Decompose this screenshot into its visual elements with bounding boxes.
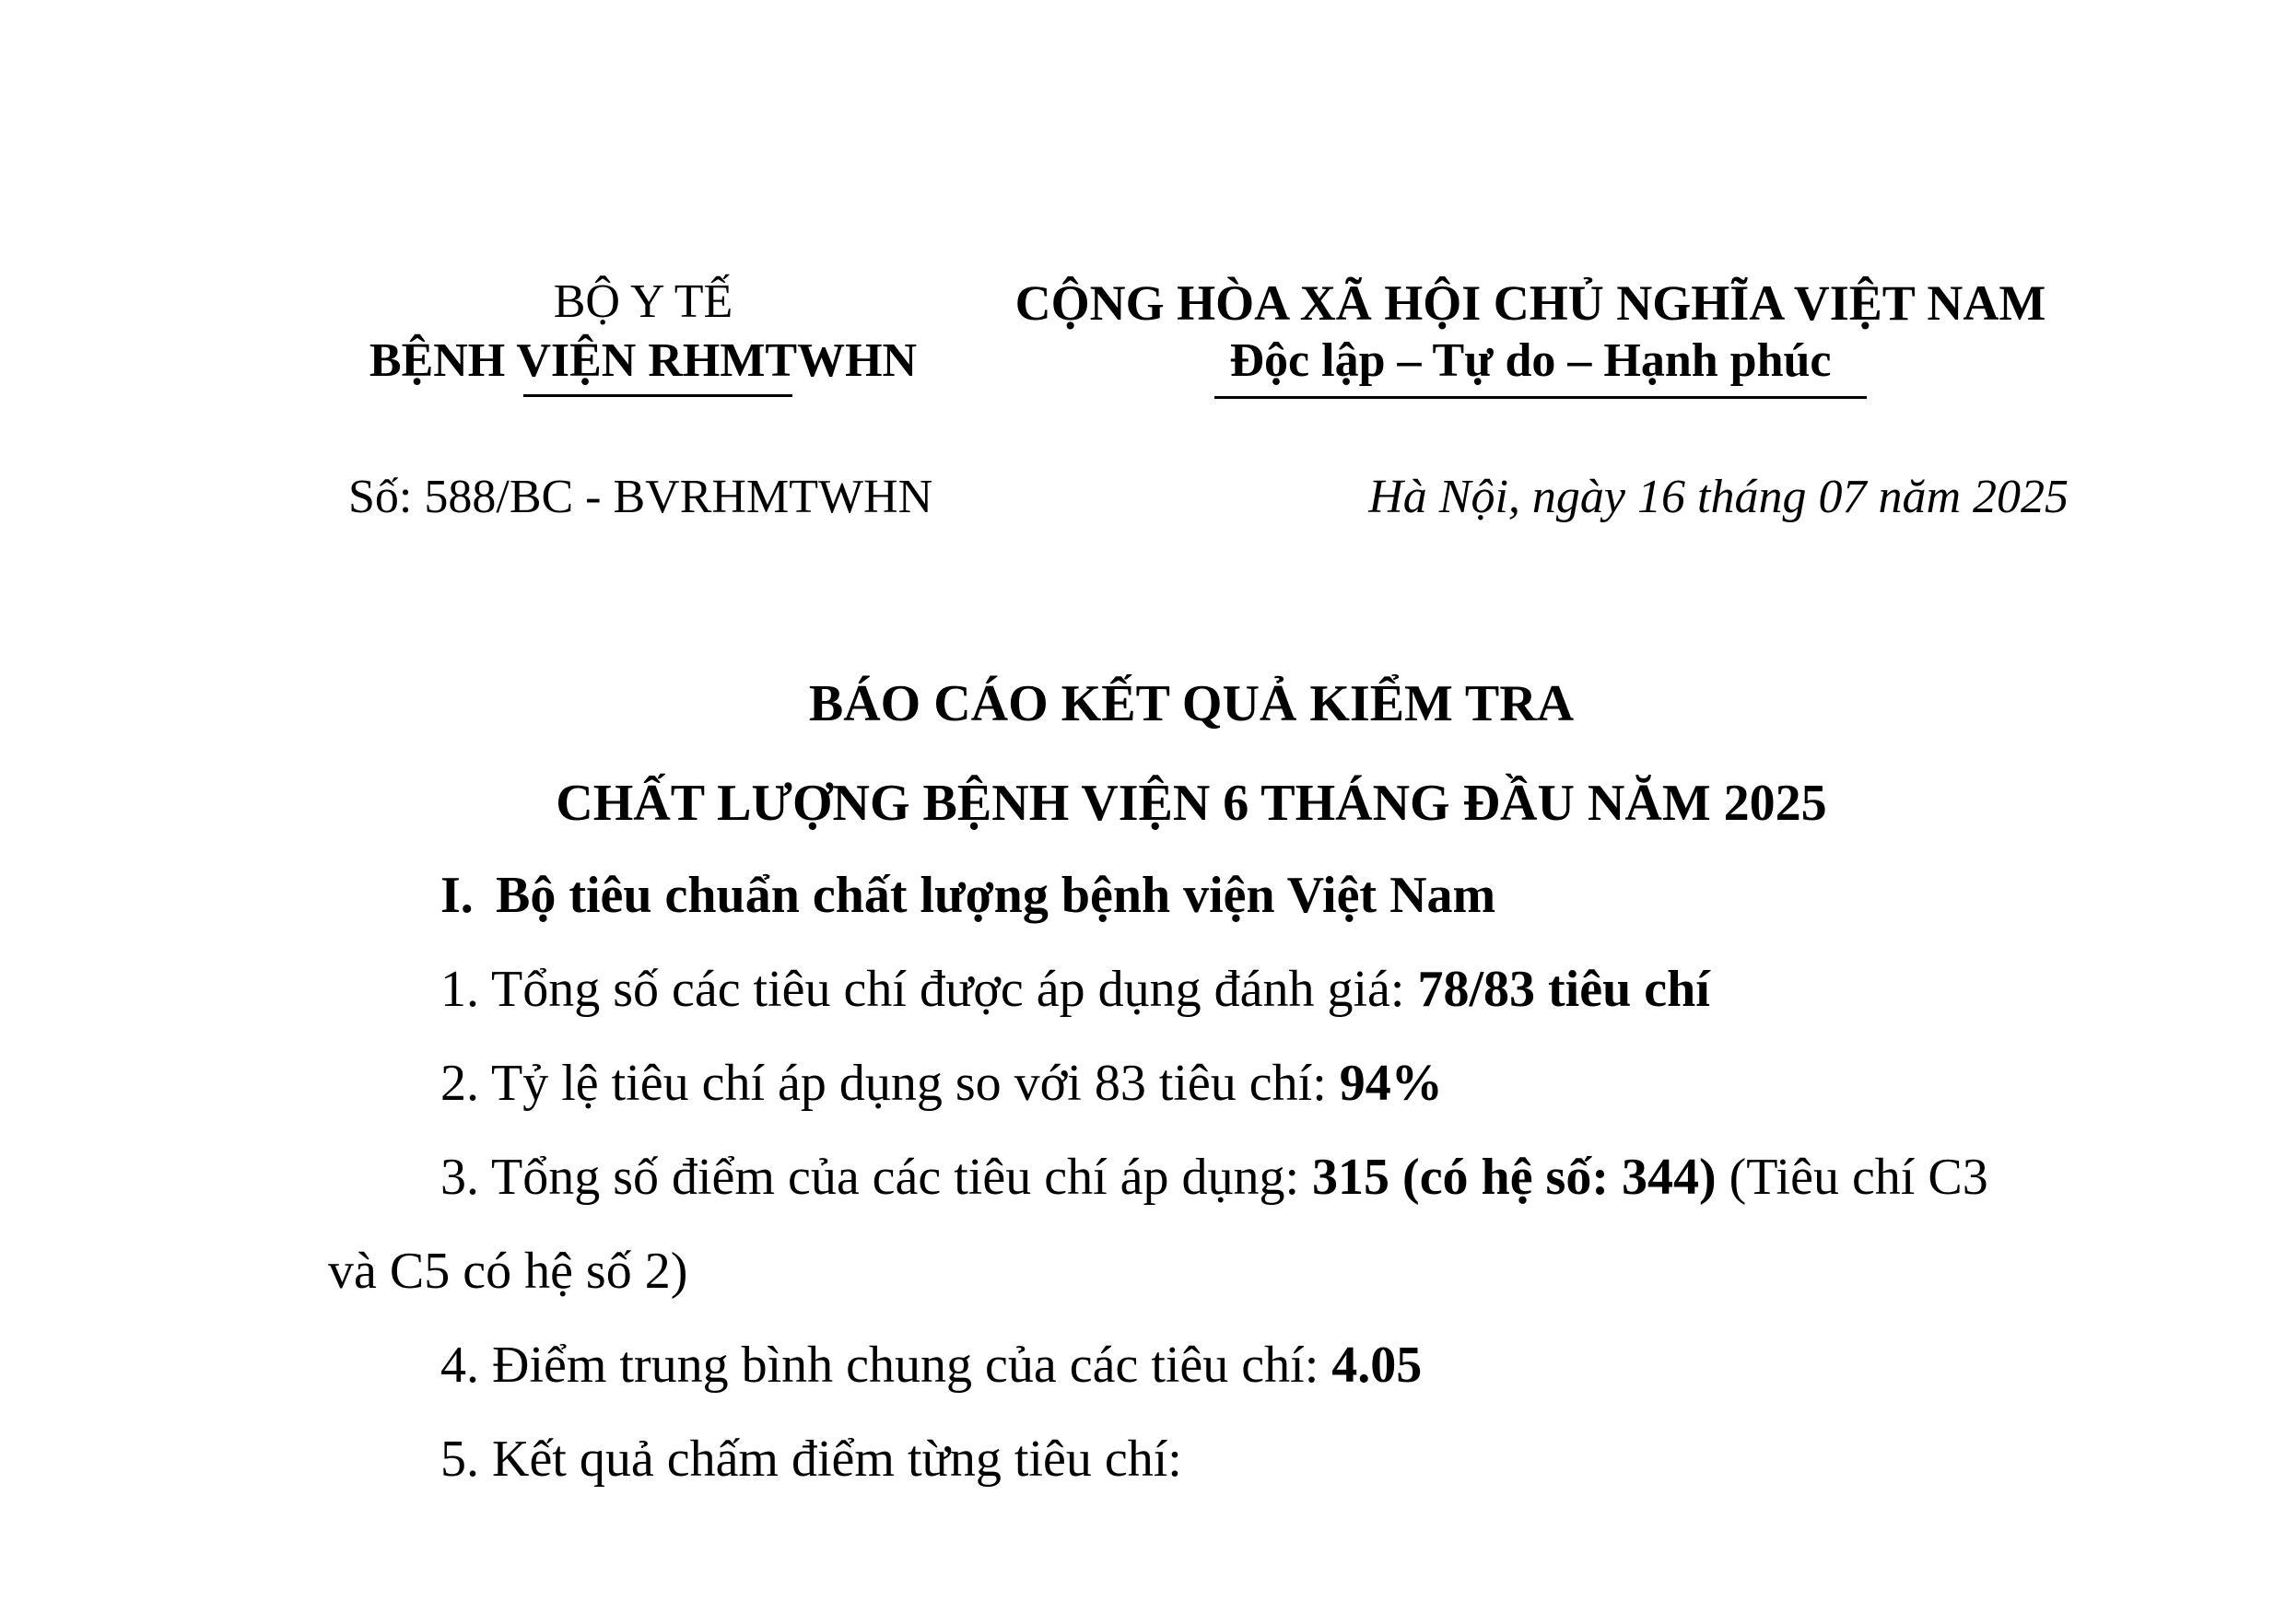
section-heading-text: Bộ tiêu chuẩn chất lượng bệnh viện Việt Nam — [496, 867, 1496, 924]
item-value: 94% — [1339, 1055, 1443, 1112]
item-label: 5. Kết quả chấm điểm từng tiêu chí: — [440, 1431, 1182, 1488]
item-note: (Tiêu chí C3 — [1716, 1149, 1988, 1206]
national-motto: Độc lập – Tự do – Hạnh phúc — [1229, 334, 1832, 387]
document-number: Số: 588/BC - BVRHMTWHN — [348, 471, 933, 523]
item-label: 1. Tổng số các tiêu chí được áp dụng đánh giá: — [440, 961, 1418, 1018]
right-header-underline — [1214, 396, 1867, 399]
ministry-name: BỘ Y TẾ — [553, 275, 733, 328]
item-value: 4.05 — [1331, 1337, 1423, 1394]
section-number: I. — [440, 867, 474, 924]
item-label: 2. Tỷ lệ tiêu chí áp dụng so với 83 tiêu chí: — [440, 1055, 1340, 1112]
list-item — [440, 1149, 2068, 1206]
left-header-underline — [523, 394, 792, 397]
place-and-date: Hà Nội, ngày 16 tháng 07 năm 2025 — [1368, 471, 2069, 523]
item-note-continued: và C5 có hệ số 2) — [328, 1243, 688, 1300]
list-item — [440, 1055, 1443, 1112]
report-title-line2: CHẤT LƯỢNG BỆNH VIỆN 6 THÁNG ĐẦU NĂM 2025 — [556, 775, 1827, 832]
hospital-name: BỆNH VIỆN RHMTWHN — [369, 334, 918, 387]
item-label: 3. Tổng số điểm của các tiêu chí áp dụng: — [440, 1149, 1313, 1206]
list-item — [440, 1431, 1182, 1488]
list-item-continuation — [328, 1243, 688, 1300]
item-label: 4. Điểm trung bình chung của các tiêu chí: — [440, 1337, 1332, 1394]
list-item — [440, 1337, 1423, 1394]
list-item — [440, 961, 1710, 1018]
item-value: 315 (có hệ số: 344) — [1312, 1149, 1717, 1206]
report-title-line1: BÁO CÁO KẾT QUẢ KIỂM TRA — [808, 675, 1575, 732]
section-heading — [440, 867, 1496, 924]
item-value: 78/83 tiêu chí — [1417, 961, 1710, 1018]
national-title: CỘNG HÒA XÃ HỘI CHỦ NGHĨA VIỆT NAM — [1014, 275, 2046, 331]
